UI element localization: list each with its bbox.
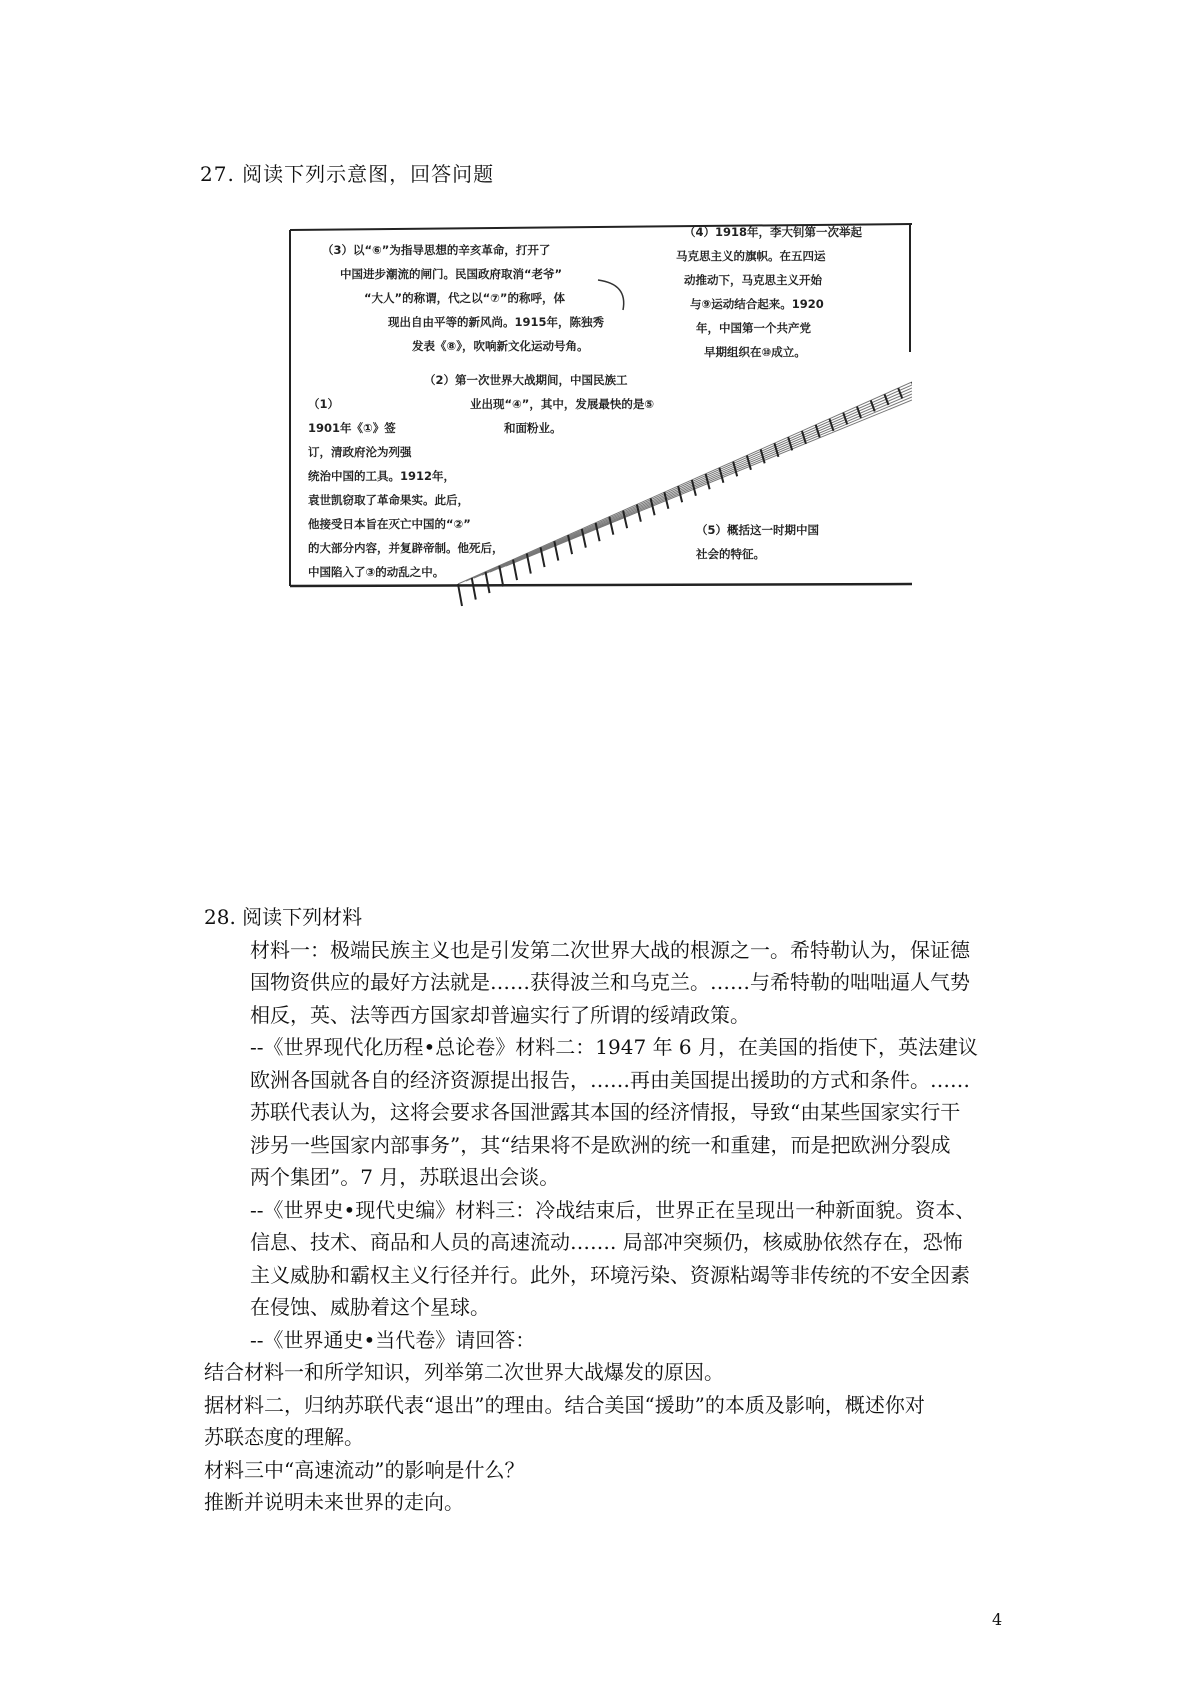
box-3-text <box>322 238 604 358</box>
question-27-title: 27. 阅读下列示意图，回答问题 <box>200 162 495 186</box>
box-3-line: 现出自由平等的新风尚。1915年，陈独秀 <box>388 315 605 329</box>
timeline-diagram <box>288 222 912 638</box>
box-1-line: （1） <box>308 397 340 411</box>
box-3-line: 发表《⑧》，吹响新文化运动号角。 <box>412 339 589 353</box>
material-line: 欧洲各国就各自的经济资源提出报告，……再由美国提出援助的方式和条件。…… <box>250 1067 970 1092</box>
box-1-line: 订，清政府沦为列强 <box>308 445 412 459</box>
question-28-title: 28. 阅读下列材料 <box>204 905 363 929</box>
box-4-line: 马克思主义的旗帜。在五四运 <box>676 249 826 263</box>
material-line: 相反，英、法等西方国家却普遍实行了所谓的绥靖政策。 <box>250 1002 750 1027</box>
material-line: 两个集团”。7 月，苏联退出会谈。 <box>250 1165 560 1189</box>
box-4-line: 动推动下，马克思主义开始 <box>684 273 822 287</box>
stair-tick <box>458 584 462 606</box>
material-line: 材料一：极端民族主义也是引发第二次世界大战的根源之一。希特勒认为，保证德 <box>250 937 970 962</box>
box-4-text <box>676 220 862 364</box>
sub-question: 结合材料一和所学知识，列举第二次世界大战爆发的原因。 <box>204 1360 724 1384</box>
box-4-line: 早期组织在⑩成立。 <box>704 345 806 359</box>
box-4-line: （4）1918年，李大钊第一次举起 <box>684 225 863 239</box>
material-line: --《世界现代化历程•总论卷》材料二：1947 年 6 月，在美国的指使下，英法建议 <box>250 1035 979 1059</box>
material-line: 涉另一些国家内部事务”，其“结果将不是欧洲的统一和重建，而是把欧洲分裂成 <box>250 1132 951 1157</box>
box-1-line: 中国陷入了③的动乱之中。 <box>308 565 445 579</box>
box-1-line: 的大部分内容，并复辟帝制。他死后， <box>308 541 504 555</box>
sub-question: 材料三中“高速流动”的影响是什么？ <box>204 1457 525 1482</box>
box-4-line: 与⑨运动结合起来。1920 <box>690 297 824 311</box>
box-5-text <box>696 518 819 566</box>
box-4-line: 年，中国第一个共产党 <box>696 321 811 335</box>
box-1-line: 1901年《①》签 <box>308 421 396 435</box>
box-2-line: （2）第一次世界大战期间，中国民族工 <box>424 373 628 387</box>
material-line: 在侵蚀、威胁着这个星球。 <box>250 1295 490 1319</box>
page-number: 4 <box>992 1610 1003 1629</box>
box-2-line: 业出现“④”，其中，发展最快的是⑤ <box>470 397 655 411</box>
box-1-text <box>308 392 504 584</box>
sub-question: 据材料二，归纳苏联代表“退出”的理由。结合美国“援助”的本质及影响，概述你对 <box>204 1392 925 1417</box>
sub-question: 苏联态度的理解。 <box>204 1425 364 1449</box>
material-line: --《世界通史•当代卷》请回答： <box>250 1327 536 1352</box>
box-3-line: “大人”的称谓，代之以“⑦”的称呼，体 <box>364 291 565 305</box>
box-1-line: 统治中国的工具。1912年， <box>308 469 456 483</box>
box-1-line: 袁世凯窃取了革命果实。此后， <box>308 493 469 507</box>
box-1-line: 他接受日本旨在灭亡中国的“②” <box>308 517 471 531</box>
sub-question: 推断并说明未来世界的走向。 <box>204 1490 464 1514</box>
box-2-line: 和面粉业。 <box>504 421 562 435</box>
box-3-line: （3）以“⑥”为指导思想的辛亥革命，打开了 <box>322 243 551 257</box>
box-5-line: （5）概括这一时期中国 <box>696 523 820 537</box>
material-line: 信息、技术、商品和人员的高速流动……. 局部冲突频仍，核威胁依然存在，恐怖 <box>250 1230 963 1254</box>
material-line: --《世界史•现代史编》材料三：冷战结束后，世界正在呈现出一种新面貌。资本、 <box>250 1197 976 1222</box>
box-3-line: 中国进步潮流的闸门。民国政府取消“老爷” <box>340 267 563 281</box>
material-line: 苏联代表认为，这将会要求各国泄露其本国的经济情报，导致“由某些国家实行干 <box>250 1100 961 1124</box>
material-line: 主义威胁和霸权主义行径并行。此外，环境污染、资源粘竭等非传统的不安全因素 <box>250 1262 970 1287</box>
box-5-line: 社会的特征。 <box>696 547 765 561</box>
material-line: 国物资供应的最好方法就是……获得波兰和乌克兰。……与希特勒的咄咄逼人气势 <box>250 970 970 994</box>
